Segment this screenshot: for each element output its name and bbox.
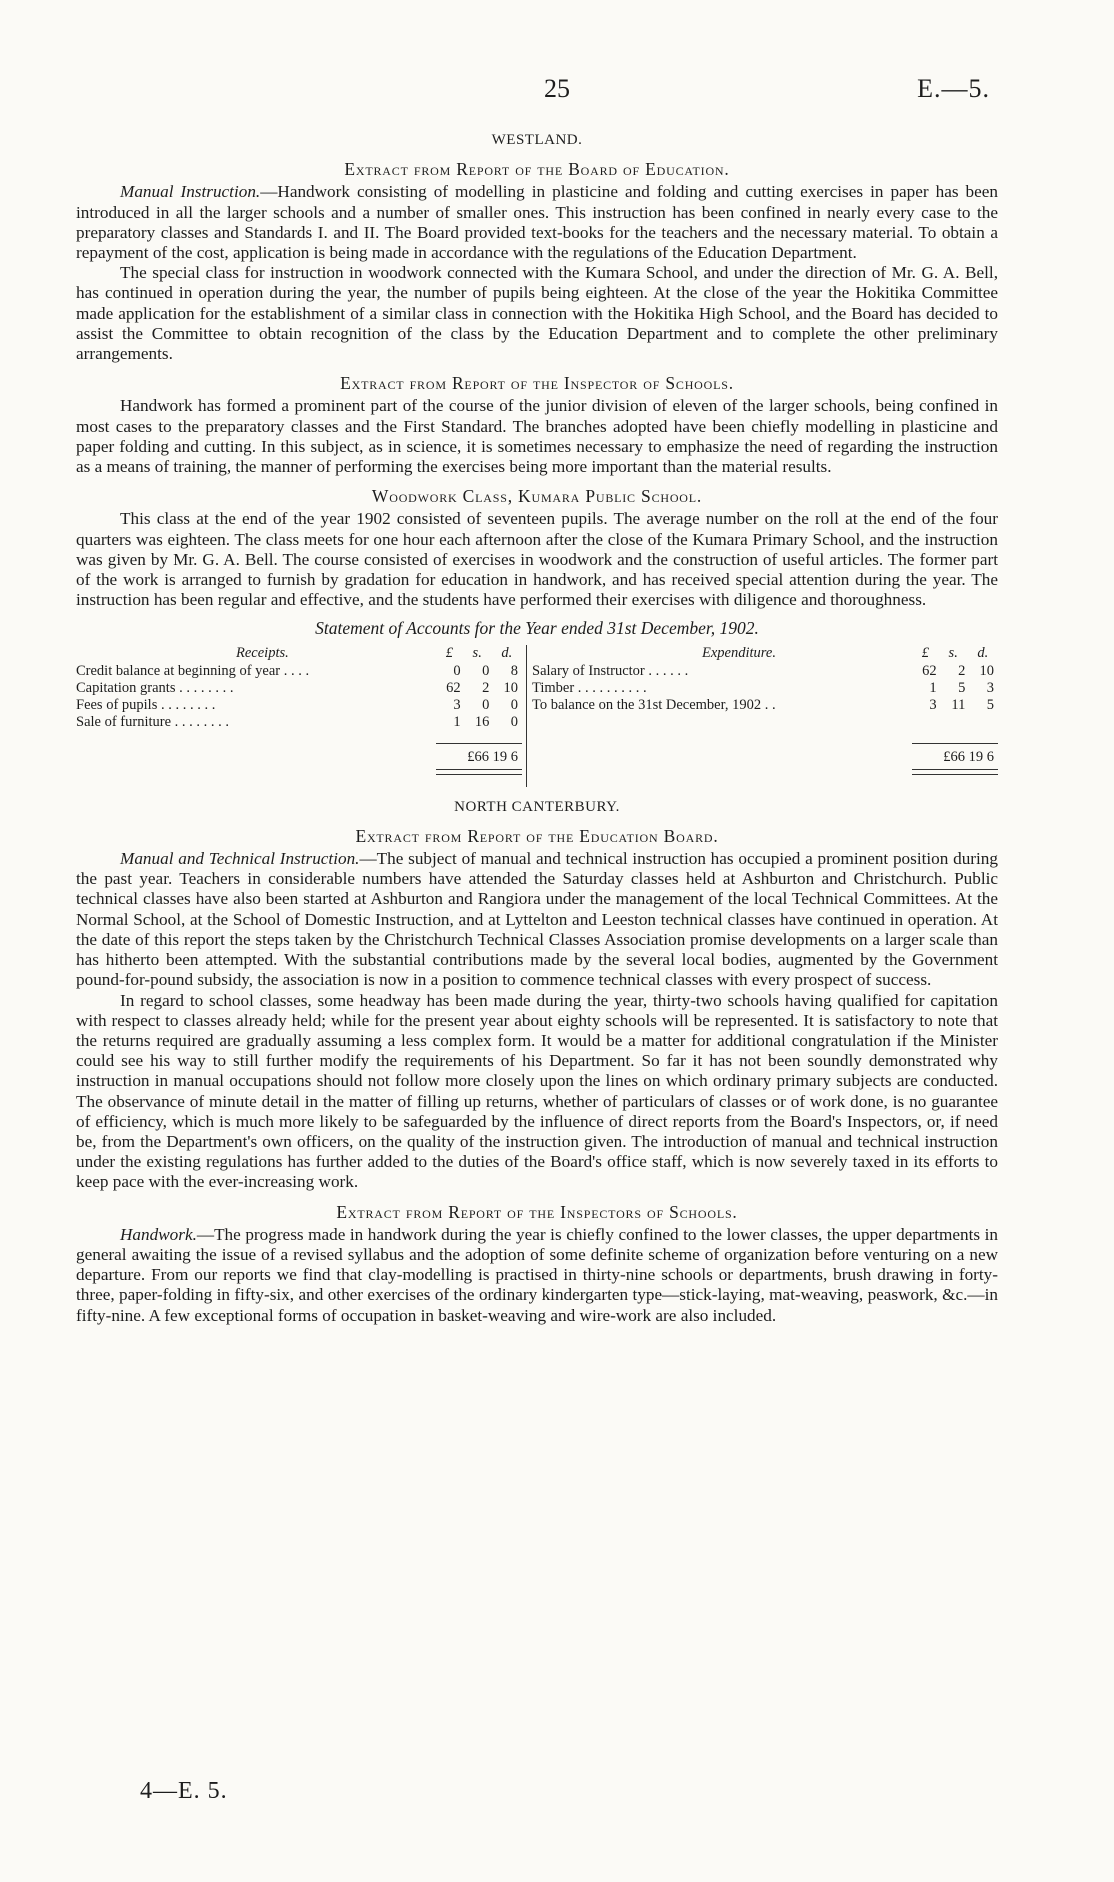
document-reference: E.—5. [917, 74, 990, 103]
nc-handwork-paragraph: Handwork.—The progress made in handwork during the year is chiefly confined to the lower classes, the upper departments in general awaiting the issue of a revised syllabus and the adoption of some definite scheme of organization before venturing on a new departure. From our reports we find that clay-modelling is practised in thirty-nine schools or departments, brush drawing in forty-three, paper-folding in fifty-six, and other exercises of the ordinary kindergarten type—stick-laying, mat-weaving, peaswork, &c.—in fifty-nine. A few exceptional forms of occupation in basket-weaving and wire-work are also included. [76, 1224, 998, 1325]
westland-board-extract-heading: Extract from Report of the Board of Education. [344, 159, 730, 180]
expenditure-double-rule [912, 769, 998, 775]
expenditure-total: £66 19 6 [943, 748, 994, 765]
receipts-double-rule [436, 769, 522, 775]
receipt-row: Capitation grants . . . . . . . . 62 2 10 [76, 679, 519, 696]
westland-heading: WESTLAND. [491, 132, 583, 148]
receipt-row: Sale of furniture . . . . . . . . 1 16 0 [76, 713, 519, 730]
receipts-sum-rule [436, 743, 522, 744]
document-body [76, 126, 998, 1326]
handwork-title: Handwork. [120, 1224, 197, 1244]
expenditure-lsd-header: £ s. d. [921, 644, 989, 661]
receipts-column [76, 643, 522, 765]
manual-instruction-title: Manual Instruction. [120, 182, 261, 202]
expenditure-row: Timber . . . . . . . . . . 1 5 3 [532, 679, 995, 696]
north-canterbury-heading: NORTH CANTERBURY. [454, 798, 620, 815]
nc-school-classes-paragraph: In regard to school classes, some headway has been made during the year, thirty-two schools having qualified for capitation with respect to classes already held; while for the present year about eighty schools will be represented. It is satisfactory to note that the returns required are gradually assuming a less complex form. It would be a matter for additional congratulation if the Minister could see his way to still further modify the requirements of his Department. So far it has not been soundly demonstrated why instruction in manual occupations should not follow more closely upon the lines on which ordinary primary subjects are conducted. The observance of minute detail in the matter of filling up returns, whether of particulars of classes or of work done, is no guarantee of efficiency, which is much more likely to be safeguarded by the influence of direct reports from the Board's Inspectors, or, if need be, from the Department's own officers, on the quality of the instruction given. The introduction of manual and technical instruction under the existing regulations has further added to the duties of the Board's office staff, which is now severely taxed in its efforts to keep pace with the ever-increasing work. [76, 990, 998, 1192]
expenditure-column [532, 643, 998, 765]
westland-manual-paragraph: Manual Instruction.—Handwork consisting of modelling in plasticine and folding and cutting exercises in paper has been introduced in all the larger schools and a number of smaller ones. This instruction has been confined in nearly every case to the preparatory classes and Standards I. and II. The Board provided text-books for the teachers and the necessary material. To obtain a repayment of the cost, application is being made in accordance with the regulations of the Education Department. [76, 182, 998, 263]
receipt-row: Fees of pupils . . . . . . . . 3 0 0 [76, 696, 519, 713]
receipts-lsd-header: £ s. d. [445, 644, 513, 661]
page-number: 25 [544, 74, 570, 103]
accounts-table [76, 643, 998, 793]
signature-mark: 4—E. 5. [140, 1778, 228, 1804]
westland-woodwork-paragraph: The special class for instruction in woodwork connected with the Kumara School, and under the direction of Mr. G. A. Bell, has continued in operation during the year, the number of pupils being eighteen. At the close of the year the Hokitika Committee made application for the establishment of a similar class in connection with the Hokitika High School, and the Board has decided to assist the Committee to obtain recognition of the class by the Education Department and to complete the other preliminary arrangements. [76, 263, 998, 364]
westland-inspector-extract-heading: Extract from Report of the Inspector of Schools. [340, 373, 734, 394]
receipt-row: Credit balance at beginning of year . . . . 0 0 8 [76, 662, 519, 679]
westland-inspector-paragraph: Handwork has formed a prominent part of the course of the junior division of eleven of the larger schools, being confined in most cases to the preparatory classes and the First Standard. The branches adopted have been chiefly modelling in plasticine and paper folding and cutting. In this subject, as in science, it is sometimes necessary to emphasize the need of regarding the instruction as a means of training, the manner of performing the exercises being more important than the material results. [76, 396, 998, 477]
receipts-total: £66 19 6 [467, 748, 518, 765]
woodwork-class-heading: Woodwork Class, Kumara Public School. [371, 486, 703, 507]
nc-board-extract-heading: Extract from Report of the Education Board. [355, 825, 719, 846]
expenditure-sum-rule [912, 743, 998, 744]
accounts-title: Statement of Accounts for the Year ended 31st December, 1902. [315, 618, 759, 639]
woodwork-class-paragraph: This class at the end of the year 1902 consisted of seventeen pupils. The average number on the roll at the end of the four quarters was eighteen. The class meets for one hour each afternoon after the close of the Kumara Primary School, and the instruction was given by Mr. G. A. Bell. The course consisted of exercises in woodwork and the construction of useful articles. The former part of the work is arranged to furnish by gradation for education in handwork, and has received special attention during the year. The instruction has been regular and effective, and the students have performed their exercises with diligence and thoroughness. [76, 509, 998, 610]
expenditure-row: Salary of Instructor . . . . . . 62 2 10 [532, 662, 995, 679]
receipts-heading: Receipts. [236, 644, 289, 661]
manual-technical-title: Manual and Technical Instruction. [120, 849, 360, 869]
expenditure-row: To balance on the 31st December, 1902 . . 3 11 5 [532, 696, 995, 713]
expenditure-heading: Expenditure. [702, 644, 776, 661]
nc-manual-technical-paragraph: Manual and Technical Instruction.—The subject of manual and technical instruction has occupied a prominent position during the past year. Teachers in considerable numbers have attended the Saturday classes held at Ashburton and Christchurch. Public technical classes have also been started at Ashburton and Rangiora under the management of the local Technical Committees. At the Normal School, at the School of Domestic Instruction, and at Lyttelton and Leeston technical classes have continued in operation. At the date of this report the steps taken by the Christchurch Technical Classes Association promise developments on a larger scale than has hitherto been attempted. With the substantial contributions made by the several local bodies, augmented by the Government pound-for-pound subsidy, the association is now in a position to commence technical classes with every prospect of success. [76, 849, 998, 990]
nc-inspectors-extract-heading: Extract from Report of the Inspectors of Schools. [336, 1201, 738, 1222]
accounts-divider [526, 645, 527, 787]
